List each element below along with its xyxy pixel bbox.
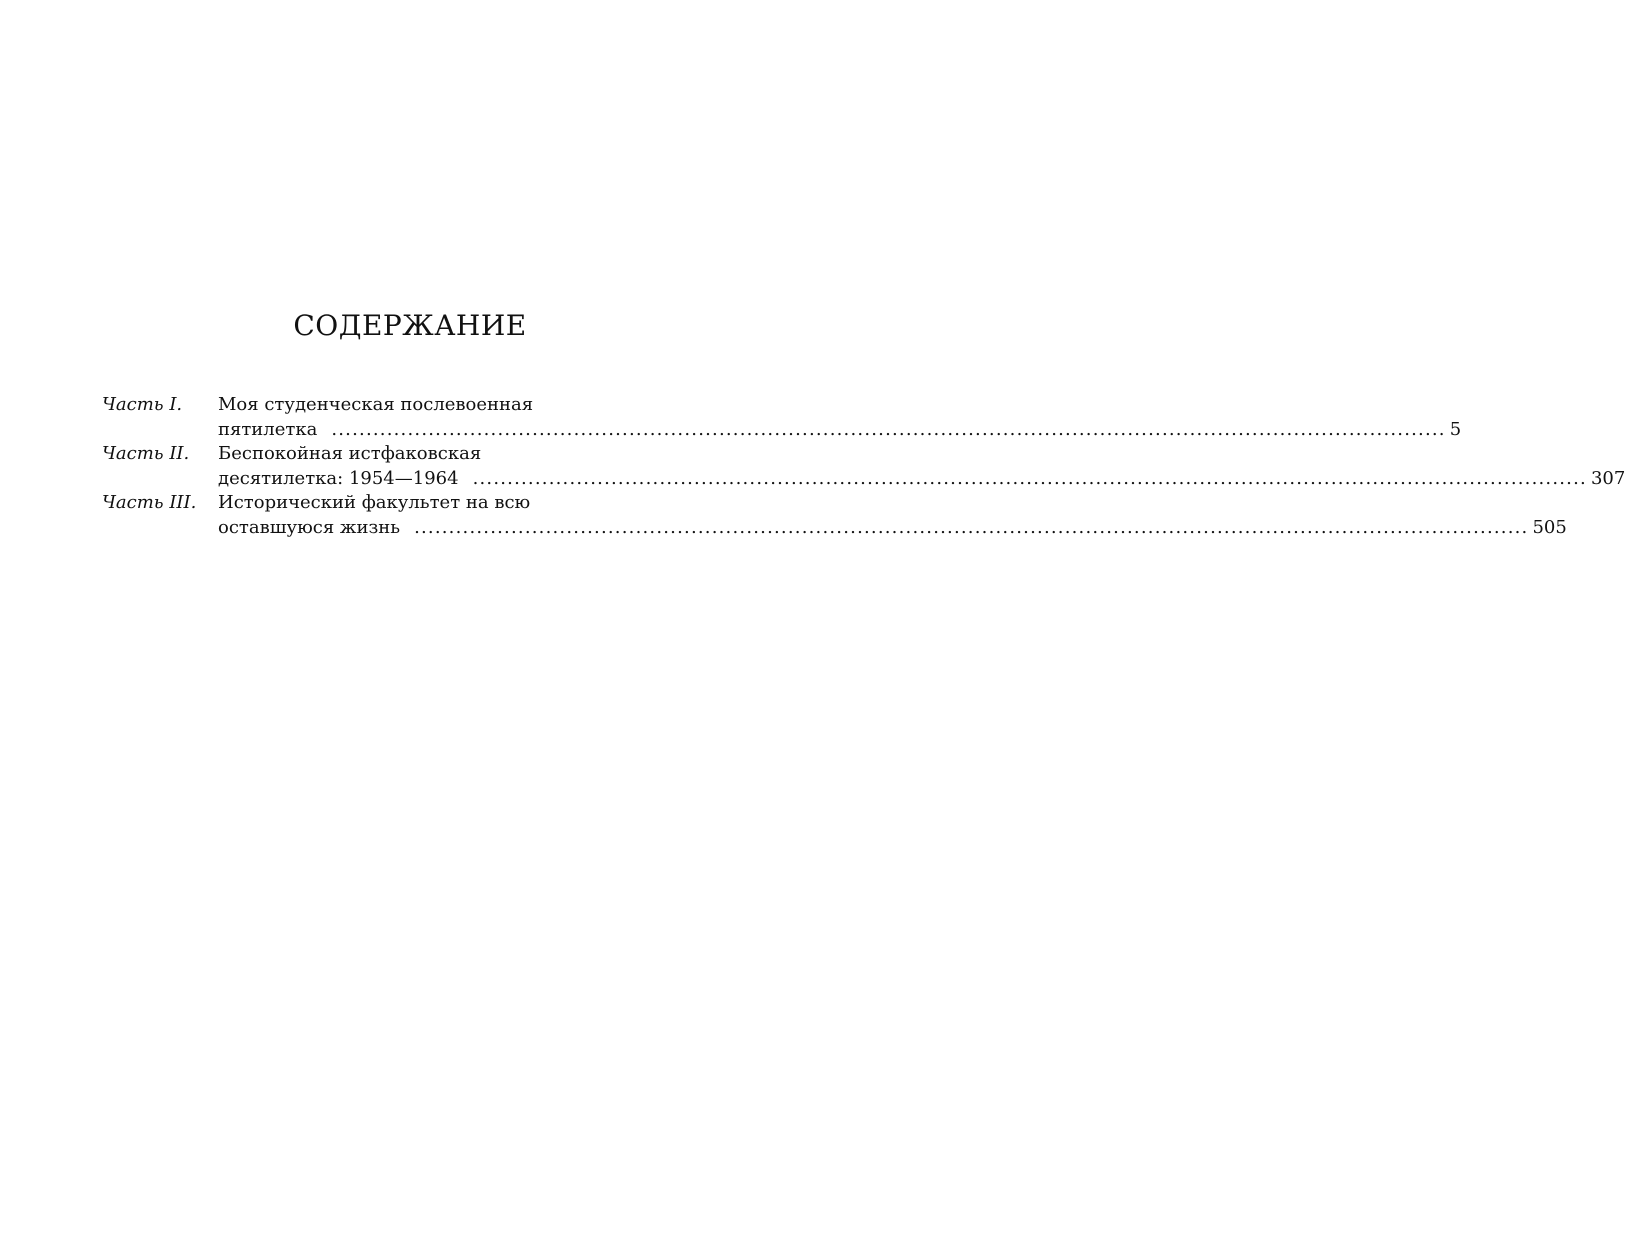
toc-title-line-2: пятилетка bbox=[218, 418, 318, 440]
toc-entry-part-2[interactable] bbox=[102, 442, 1625, 491]
toc-part-label: Часть III. bbox=[102, 492, 197, 513]
page-title: СОДЕРЖАНИЕ bbox=[293, 308, 527, 342]
toc-part-label: Часть I. bbox=[102, 394, 183, 415]
toc-title-line-2: десятилетка: 1954—1964 bbox=[218, 467, 459, 489]
toc-page-number: 307 bbox=[1590, 467, 1625, 489]
table-of-contents bbox=[102, 393, 1625, 540]
toc-entry-body bbox=[218, 491, 1567, 540]
dot-leader bbox=[473, 467, 1587, 492]
toc-title-line-2-row bbox=[218, 418, 1461, 443]
toc-part-label: Часть II. bbox=[102, 443, 190, 464]
toc-entry-part-1[interactable] bbox=[102, 393, 1462, 442]
toc-page-number: 5 bbox=[1449, 418, 1462, 440]
toc-entry-body bbox=[218, 442, 1625, 491]
toc-title-line-1: Моя студенческая послевоенная bbox=[218, 394, 534, 415]
toc-title-line-2-row bbox=[218, 467, 1625, 492]
toc-entry-part-3[interactable] bbox=[102, 491, 1567, 540]
toc-entry-body bbox=[218, 393, 1461, 442]
toc-title-line-2: оставшуюся жизнь bbox=[218, 516, 401, 538]
dot-leader bbox=[331, 418, 1445, 443]
toc-title-line-2-row bbox=[218, 516, 1567, 541]
toc-title-line-1: Исторический факультет на всю bbox=[218, 492, 531, 513]
toc-page-number: 505 bbox=[1532, 516, 1567, 538]
toc-title-line-1: Беспокойная истфаковская bbox=[218, 443, 482, 464]
dot-leader bbox=[414, 516, 1528, 541]
